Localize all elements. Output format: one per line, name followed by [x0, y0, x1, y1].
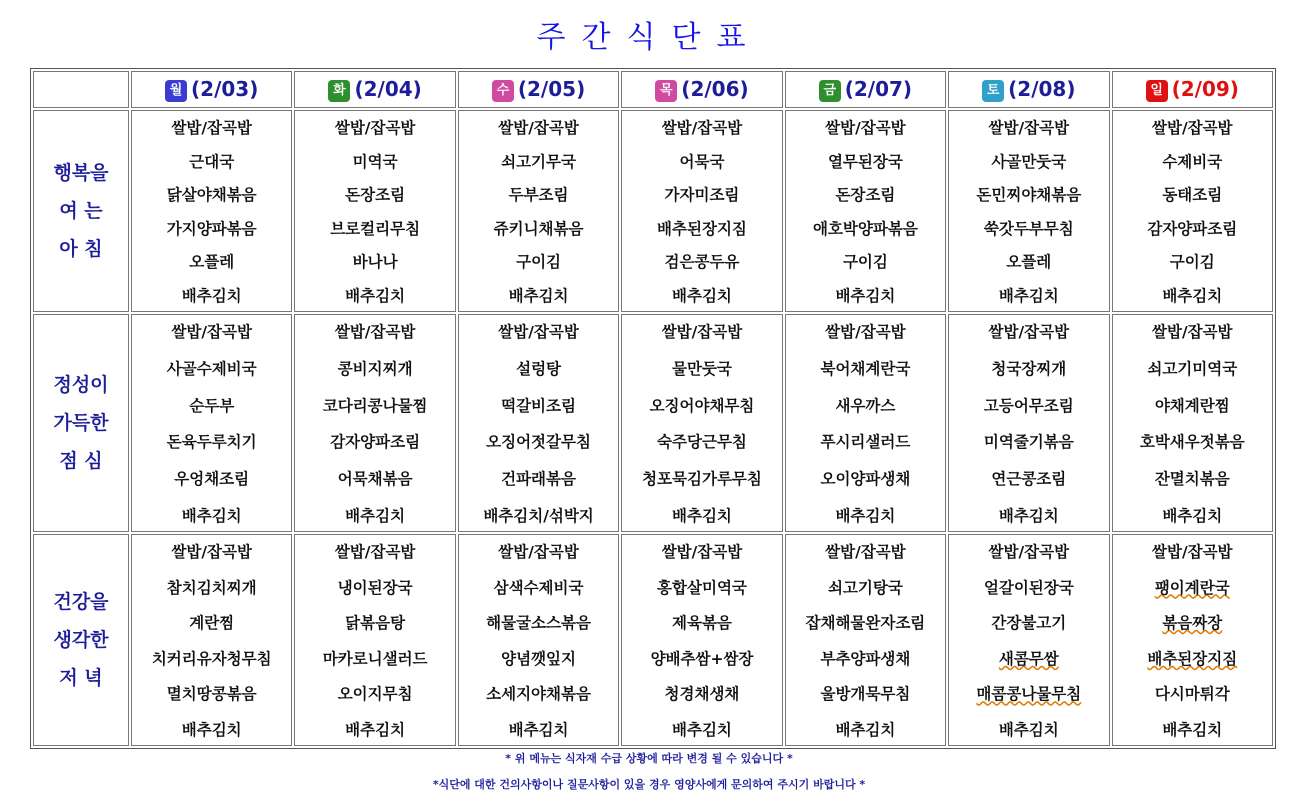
menu-item: 다시마튀각: [1154, 685, 1230, 704]
menu-item: 떡갈비조림: [501, 396, 576, 415]
menu-item: 계란찜: [189, 614, 235, 633]
menu-item: 새우까스: [835, 396, 896, 415]
menu-cell: [1112, 314, 1273, 532]
menu-item: 두부조림: [508, 186, 569, 205]
menu-cell: [294, 110, 455, 312]
menu-item: 어묵국: [679, 152, 725, 171]
menu-item: 쇠고기탕국: [827, 578, 903, 597]
day-date: (2/09): [1171, 77, 1239, 102]
meal-label-line: 아 침: [59, 238, 103, 260]
menu-item: 부추양파생채: [820, 649, 911, 668]
menu-item: 돈육두루치기: [166, 433, 257, 452]
menu-item: 쌀밥/잡곡밥: [988, 323, 1070, 341]
menu-item: 콩비지찌개: [337, 359, 413, 378]
day-date: (2/06): [681, 77, 749, 102]
menu-item: 숙주당근무침: [657, 433, 747, 452]
menu-item: 소세지야채볶음: [486, 685, 591, 704]
menu-item: 얼갈이된장국: [983, 578, 1074, 597]
menu-item: 배추김치: [835, 720, 896, 739]
day-header: [458, 71, 619, 108]
day-date: (2/04): [354, 77, 422, 102]
menu-item: 참치김치찌개: [166, 578, 257, 597]
meal-row: [33, 314, 1273, 532]
menu-item: 배추김치: [345, 720, 406, 739]
meal-label-line: 행복을: [53, 162, 109, 184]
menu-cell: [948, 110, 1109, 312]
menu-item: 물만둣국: [672, 359, 732, 378]
menu-item: 쌀밥/잡곡밥: [498, 119, 579, 137]
menu-cell: [131, 314, 292, 532]
menu-item: 쌀밥/잡곡밥: [171, 543, 252, 561]
weekly-menu-table: [30, 68, 1276, 749]
menu-cell: [294, 534, 455, 746]
weekday-icon: 수: [492, 80, 514, 102]
meal-label-line: 점 심: [59, 450, 103, 472]
menu-item: 바나나: [352, 253, 398, 272]
day-header: [294, 71, 455, 108]
notice-menu-change: * 위 메뉴는 식자재 수급 상황에 따라 변경 될 수 있습니다 *: [505, 752, 793, 765]
menu-cell: [621, 314, 782, 532]
menu-item: 잔멸치볶음: [1154, 470, 1230, 489]
menu-item: 잡채해물완자조림: [805, 614, 926, 633]
menu-item: 야채계란찜: [1154, 396, 1230, 415]
weekday-icon: 화: [328, 80, 350, 102]
day-date: (2/03): [191, 77, 259, 102]
menu-body: [33, 110, 1273, 746]
menu-item: 설렁탕: [516, 359, 562, 378]
menu-item: 쑥갓두부무침: [983, 219, 1074, 238]
menu-item: 새콤무쌈: [998, 649, 1059, 668]
notice-contact-nutritionist: *식단에 대한 건의사항이나 질문사항이 있을 경우 영양사에게 문의하여 주시기 바랍니다 *: [432, 778, 866, 791]
menu-item: 배추김치: [672, 720, 732, 739]
header-row: [33, 71, 1273, 108]
meal-label: [33, 534, 129, 746]
weekday-icon: 월: [165, 80, 187, 102]
menu-item: 배추김치: [998, 506, 1059, 525]
menu-item: 오플레: [1006, 253, 1052, 272]
menu-item: 쌀밥/잡곡밥: [661, 119, 743, 137]
menu-item: 쇠고기무국: [501, 152, 576, 171]
menu-cell: [1112, 534, 1273, 746]
menu-item: 매콤콩나물무침: [976, 685, 1082, 704]
meal-label-line: 여 는: [59, 200, 103, 222]
menu-item: 고등어무조림: [983, 396, 1074, 415]
menu-item: 쌀밥/잡곡밥: [825, 323, 906, 341]
menu-item: 쌀밥/잡곡밥: [661, 323, 743, 341]
menu-item: 배추김치: [835, 286, 896, 305]
menu-item: 가지양파볶음: [166, 219, 257, 238]
menu-item: 코다리콩나물찜: [322, 396, 428, 415]
menu-item: 배추김치: [181, 720, 242, 739]
menu-item: 구이김: [1169, 253, 1215, 272]
menu-cell: [458, 534, 619, 746]
meal-label-line: 건강을: [53, 591, 109, 613]
menu-item: 건파래볶음: [501, 470, 576, 489]
day-header: [1112, 71, 1273, 108]
menu-item: 쌀밥/잡곡밥: [1152, 543, 1233, 561]
menu-item: 구이김: [516, 253, 562, 272]
menu-item: 어묵채볶음: [337, 470, 413, 489]
menu-item: 냉이된장국: [337, 578, 413, 597]
menu-item: 돈장조림: [345, 186, 406, 205]
menu-item: 쌀밥/잡곡밥: [334, 119, 416, 137]
menu-item: 홍합살미역국: [657, 578, 747, 597]
menu-item: 배추김치: [181, 286, 242, 305]
menu-item: 배추김치: [1162, 286, 1223, 305]
menu-item: 쌀밥/잡곡밥: [988, 119, 1070, 137]
menu-cell: [621, 534, 782, 746]
menu-item: 열무된장국: [827, 152, 903, 171]
day-header: [785, 71, 946, 108]
menu-item: 동태조림: [1162, 186, 1223, 205]
menu-item: 순두부: [189, 396, 235, 415]
menu-item: 닭볶음탕: [345, 614, 406, 633]
menu-item: 해물굴소스볶음: [486, 614, 591, 633]
menu-item: 배추김치: [672, 286, 732, 305]
menu-item: 배추김치: [508, 720, 569, 739]
menu-item: 미역국: [352, 152, 398, 171]
menu-item: 볶음짜장: [1162, 614, 1223, 633]
menu-item: 쌀밥/잡곡밥: [661, 543, 743, 561]
menu-item: 쌀밥/잡곡밥: [498, 543, 579, 561]
menu-item: 호박새우젓볶음: [1139, 433, 1245, 452]
meal-label-line: 가득한: [53, 412, 109, 434]
menu-cell: [294, 314, 455, 532]
menu-cell: [785, 110, 946, 312]
menu-item: 청국장찌개: [991, 359, 1067, 378]
meal-label: [33, 110, 129, 312]
menu-item: 쌀밥/잡곡밥: [825, 543, 906, 561]
meal-label: [33, 314, 129, 532]
menu-item: 쌀밥/잡곡밥: [334, 323, 416, 341]
menu-item: 제육볶음: [672, 614, 732, 633]
menu-item: 배추된장지짐: [1147, 649, 1238, 668]
menu-item: 오징어젓갈무침: [486, 433, 591, 452]
menu-item: 미역줄기볶음: [983, 433, 1074, 452]
menu-item: 사골수제비국: [166, 359, 257, 378]
menu-item: 팽이계란국: [1154, 578, 1230, 597]
menu-cell: [948, 314, 1109, 532]
menu-item: 애호박양파볶음: [812, 219, 918, 238]
menu-item: 쥬키니채볶음: [493, 219, 584, 238]
menu-item: 우엉채조림: [174, 470, 250, 489]
menu-cell: [1112, 110, 1273, 312]
menu-item: 쌀밥/잡곡밥: [334, 543, 416, 561]
menu-item: 감자양파조림: [330, 433, 421, 452]
menu-item: 쌀밥/잡곡밥: [825, 119, 906, 137]
menu-item: 간장불고기: [991, 614, 1067, 633]
menu-item: 돈장조림: [835, 186, 896, 205]
menu-item: 멸치땅콩볶음: [166, 685, 257, 704]
menu-cell: [458, 314, 619, 532]
menu-cell: [785, 314, 946, 532]
menu-item: 돈민찌야채볶음: [976, 186, 1082, 205]
menu-item: 브로컬리무침: [330, 219, 421, 238]
menu-item: 배추김치: [345, 506, 406, 525]
menu-item: 쇠고기미역국: [1147, 359, 1238, 378]
menu-item: 북어채계란국: [820, 359, 911, 378]
menu-item: 가자미조림: [664, 186, 740, 205]
day-header: [948, 71, 1109, 108]
menu-item: 배추김치: [998, 286, 1059, 305]
menu-item: 오이양파생채: [820, 470, 911, 489]
menu-item: 쌀밥/잡곡밥: [171, 323, 252, 341]
menu-item: 배추김치: [998, 720, 1059, 739]
menu-item: 감자양파조림: [1147, 219, 1238, 238]
day-date: (2/08): [1008, 77, 1076, 102]
menu-item: 쌀밥/잡곡밥: [498, 323, 579, 341]
day-date: (2/07): [844, 77, 913, 102]
menu-item: 검은콩두유: [664, 253, 740, 272]
menu-item: 배추김치: [672, 506, 732, 525]
menu-item: 오이지무침: [337, 685, 413, 704]
menu-item: 배추김치: [835, 506, 896, 525]
menu-item: 배추김치: [508, 286, 569, 305]
menu-item: 푸시리샐러드: [820, 433, 911, 452]
menu-cell: [131, 110, 292, 312]
menu-item: 닭살야채볶음: [166, 186, 257, 205]
menu-item: 청포묵김가루무침: [642, 470, 762, 489]
menu-item: 울방개묵무침: [820, 685, 911, 704]
menu-item: 배추김치/섞박지: [483, 506, 594, 525]
menu-item: 연근콩조림: [991, 470, 1067, 489]
menu-item: 배추된장지짐: [657, 219, 747, 238]
menu-cell: [131, 534, 292, 746]
menu-item: 치커리유자청무침: [151, 649, 272, 668]
menu-item: 양념깻잎지: [501, 649, 576, 668]
menu-item: 쌀밥/잡곡밥: [171, 119, 252, 137]
menu-item: 쌀밥/잡곡밥: [1152, 323, 1233, 341]
menu-item: 근대국: [189, 152, 235, 171]
meal-row: [33, 110, 1273, 312]
menu-item: 오징어야채무침: [649, 396, 755, 415]
menu-item: 수제비국: [1162, 152, 1223, 171]
menu-item: 쌀밥/잡곡밥: [1152, 119, 1233, 137]
menu-item: 배추김치: [181, 506, 242, 525]
menu-item: 사골만둣국: [991, 152, 1067, 171]
menu-item: 양배추쌈+쌈장: [650, 649, 754, 668]
weekday-icon: 일: [1146, 80, 1168, 102]
menu-item: 오플레: [189, 253, 235, 272]
menu-item: 배추김치: [345, 286, 406, 305]
day-date: (2/05): [517, 77, 586, 102]
meal-row: [33, 534, 1273, 746]
menu-cell: [948, 534, 1109, 746]
menu-item: 마카로니샐러드: [322, 649, 428, 668]
menu-item: 청경채생채: [664, 685, 740, 704]
menu-item: 배추김치: [1162, 506, 1223, 525]
menu-cell: [621, 110, 782, 312]
menu-item: 삼색수제비국: [493, 578, 584, 597]
meal-label-line: 저 녁: [59, 667, 103, 689]
corner-cell: [33, 71, 129, 108]
meal-label-line: 생각한: [53, 629, 109, 651]
menu-item: 쌀밥/잡곡밥: [988, 543, 1070, 561]
weekday-icon: 토: [982, 80, 1004, 102]
meal-label-line: 정성이: [53, 374, 109, 396]
menu-cell: [458, 110, 619, 312]
menu-item: 구이김: [842, 253, 888, 272]
menu-item: 배추김치: [1162, 720, 1223, 739]
day-header: [131, 71, 292, 108]
weekday-icon: 목: [655, 80, 677, 102]
menu-cell: [785, 534, 946, 746]
weekday-icon: 금: [819, 80, 841, 102]
day-header: [621, 71, 782, 108]
page-title: 주간식단표: [536, 20, 762, 55]
